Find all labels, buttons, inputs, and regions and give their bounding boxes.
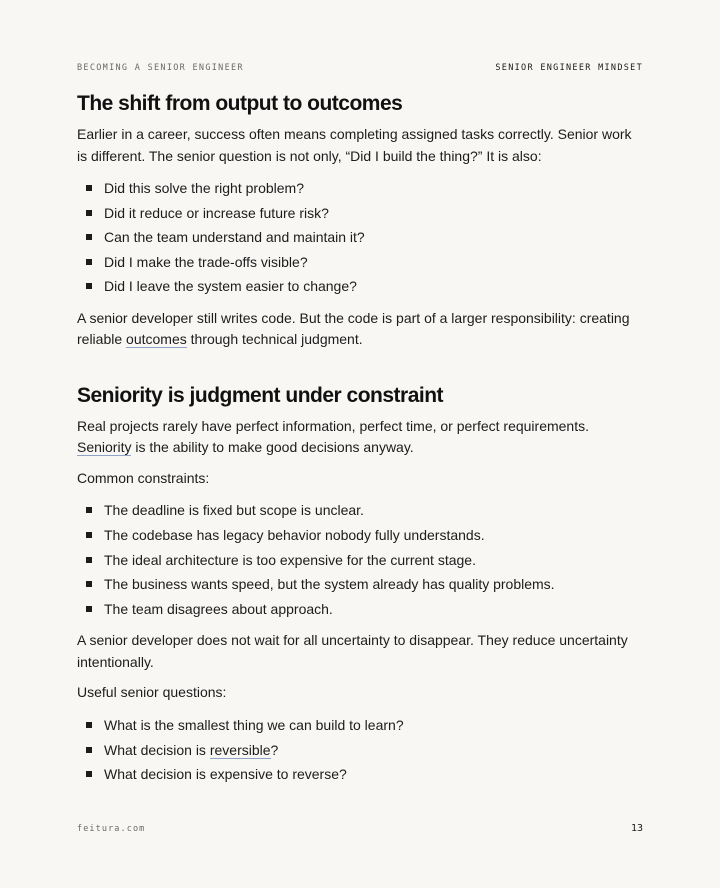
running-header	[77, 62, 643, 74]
book-page	[77, 0, 643, 888]
list-item	[77, 572, 643, 597]
constraints-label: Common constraints:	[77, 469, 210, 486]
glossary-link-reversible[interactable]: reversible	[209, 741, 271, 758]
section2-intro-paragraph	[77, 416, 643, 459]
square-bullet-icon	[86, 557, 92, 563]
list-item	[77, 762, 643, 787]
square-bullet-icon	[86, 747, 92, 753]
square-bullet-icon	[86, 185, 92, 191]
section-heading-judgment-under-constraint: Seniority is judgment under constraint	[77, 383, 444, 407]
paragraph-text: is the ability to make good decisions anyway.	[131, 439, 414, 456]
page-footer	[77, 822, 643, 836]
constraints-list	[77, 498, 643, 621]
square-bullet-icon	[86, 259, 92, 265]
section-heading-output-to-outcomes: The shift from output to outcomes	[77, 92, 403, 115]
page-content	[77, 89, 643, 796]
square-bullet-icon	[86, 283, 92, 289]
list-item	[77, 274, 643, 299]
uncertainty-paragraph: A senior developer does not wait for all uncertainty to disappear. They reduce uncertainty intentionally.	[77, 632, 628, 670]
list-item-text: The codebase has legacy behavior nobody fully understands.	[104, 527, 485, 544]
section1-closing-paragraph	[77, 308, 643, 351]
book-title: BECOMING A SENIOR ENGINEER	[77, 63, 244, 73]
page-number: 13	[630, 823, 643, 834]
questions-label: Useful senior questions:	[77, 684, 227, 701]
paragraph-text: A senior developer still writes code. But the code is part of a larger responsibility: creating reliable	[77, 309, 630, 348]
list-item	[77, 548, 643, 573]
list-item	[77, 738, 643, 763]
list-item-text: ?	[270, 741, 279, 758]
list-item	[77, 201, 643, 226]
list-item-text: Did this solve the right problem?	[104, 180, 304, 196]
list-item-text: What decision is	[104, 741, 210, 758]
glossary-link-seniority[interactable]: Seniority	[77, 439, 132, 456]
list-item-text: The business wants speed, but the system already has quality problems.	[104, 576, 555, 593]
list-item	[77, 713, 643, 738]
list-item-text: The team disagrees about approach.	[104, 600, 333, 617]
list-item	[77, 597, 643, 622]
square-bullet-icon	[86, 210, 92, 216]
section1-intro-paragraph: Earlier in a career, success often means completing assigned tasks correctly. Senior work is different. The senior question is not only, “Did I build the thing?” It is also:	[77, 126, 632, 164]
list-item-text: Can the team understand and maintain it?	[104, 229, 365, 246]
square-bullet-icon	[86, 234, 92, 240]
list-item	[77, 250, 643, 275]
square-bullet-icon	[86, 507, 92, 513]
chapter-title: SENIOR ENGINEER MINDSET	[495, 63, 643, 73]
list-item	[77, 225, 643, 250]
paragraph-text: through technical judgment.	[186, 331, 363, 348]
list-item-text: What decision is expensive to reverse?	[104, 766, 347, 783]
square-bullet-icon	[86, 532, 92, 538]
paragraph-text: Real projects rarely have perfect information, perfect time, or perfect requirements.	[77, 417, 589, 434]
list-item-text: What is the smallest thing we can build to learn?	[104, 716, 404, 733]
list-item-text: Did I make the trade-offs visible?	[104, 253, 308, 270]
site-url: feitura.com	[77, 824, 146, 834]
list-item	[77, 176, 643, 201]
list-item-text: The deadline is fixed but scope is unclear.	[104, 502, 364, 519]
list-item-text: Did I leave the system easier to change?	[104, 278, 357, 295]
list-item	[77, 523, 643, 548]
list-item-text: The ideal architecture is too expensive for the current stage.	[104, 551, 476, 568]
square-bullet-icon	[86, 581, 92, 587]
square-bullet-icon	[86, 771, 92, 777]
square-bullet-icon	[86, 722, 92, 728]
senior-question-list	[77, 176, 643, 299]
list-item-text: Did it reduce or increase future risk?	[104, 204, 329, 221]
list-item	[77, 498, 643, 523]
useful-questions-list	[77, 713, 643, 787]
square-bullet-icon	[86, 606, 92, 612]
glossary-link-outcomes[interactable]: outcomes	[126, 331, 187, 348]
